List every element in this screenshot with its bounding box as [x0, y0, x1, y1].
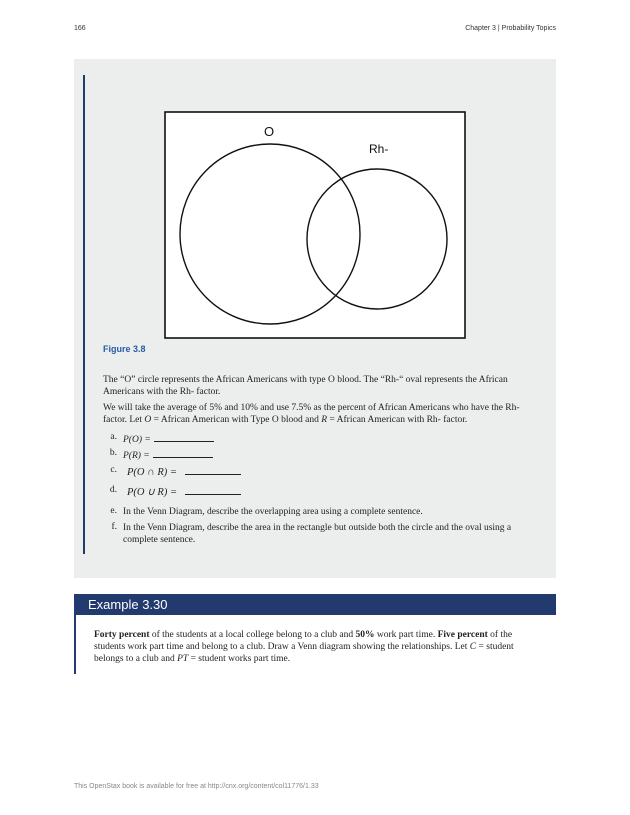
question-letter: c. — [110, 465, 117, 475]
answer-blank[interactable] — [185, 485, 241, 495]
question-expr: P(O) = — [123, 435, 151, 445]
question-letter: f. — [111, 522, 117, 532]
venn-label-o: O — [264, 124, 275, 139]
answer-blank[interactable] — [185, 465, 241, 475]
var-c: C — [469, 642, 477, 652]
venn-label-rh: Rh- — [369, 142, 389, 156]
venn-rectangle — [165, 112, 465, 338]
venn-diagram — [164, 111, 466, 339]
question-text: In the Venn Diagram, describe the overlapping area using a complete sentence. — [123, 507, 423, 517]
bold-text: Five percent — [437, 630, 488, 640]
var-o: O — [144, 415, 152, 425]
example-text-part: = student works part time. — [188, 654, 291, 664]
chapter-title: Chapter 3 | Probability Topics — [465, 25, 556, 32]
question-expr: P(O ∪ R) = — [127, 487, 178, 498]
example-text-part: = student belongs to a club and — [94, 642, 514, 664]
paragraph-definitions — [103, 402, 533, 426]
para2-text: = African American with Type O blood and — [151, 415, 322, 425]
bold-text: Forty percent — [94, 630, 150, 640]
exercise-left-bar — [83, 75, 85, 554]
question-letter: a. — [110, 432, 117, 442]
question-f — [103, 522, 533, 546]
question-text: In the Venn Diagram, describe the area in the rectangle but outside both the circle and the oval using a complete sentence. — [123, 523, 512, 545]
question-letter: e. — [110, 506, 117, 516]
example-text-part: of the students work part time and belong to a club. Draw a Venn diagram showing the relationships. Let — [94, 630, 513, 652]
question-e — [103, 506, 533, 518]
question-c — [103, 465, 533, 479]
question-b — [103, 448, 533, 462]
para2-text: = African American with Rh- factor. — [327, 415, 468, 425]
var-pt: PT — [177, 654, 189, 664]
question-d — [103, 485, 533, 499]
footer-note: This OpenStax book is available for free at http://cnx.org/content/col11776/1.33 — [74, 783, 319, 790]
page-number: 166 — [74, 25, 86, 32]
var-r: R — [321, 415, 328, 425]
figure-caption: Figure 3.8 — [103, 344, 146, 354]
example-title: Example 3.30 — [74, 594, 556, 615]
question-letter: d. — [109, 485, 117, 495]
question-expr: P(R) = — [123, 451, 150, 461]
example-text-part: of the students at a local college belong to a club and — [149, 630, 356, 640]
paragraph-venn-description: The “O” circle represents the African Americans with type O blood. The “Rh-“ oval represents the African Americans with the Rh- factor. — [103, 375, 508, 397]
bold-text: 50% — [355, 630, 375, 640]
para2-text: We will take the average of 5% and 10% and use 7.5% as the percent of African Americans who have the Rh- factor. Let — [103, 403, 520, 425]
answer-blank[interactable] — [153, 448, 213, 458]
question-a — [103, 432, 533, 446]
question-expr: P(O ∩ R) = — [127, 467, 177, 478]
example-problem-text — [94, 629, 544, 665]
question-letter: b. — [109, 448, 117, 458]
example-text-part: work part time. — [374, 630, 438, 640]
answer-blank[interactable] — [154, 432, 214, 442]
example-left-bar — [74, 615, 76, 674]
